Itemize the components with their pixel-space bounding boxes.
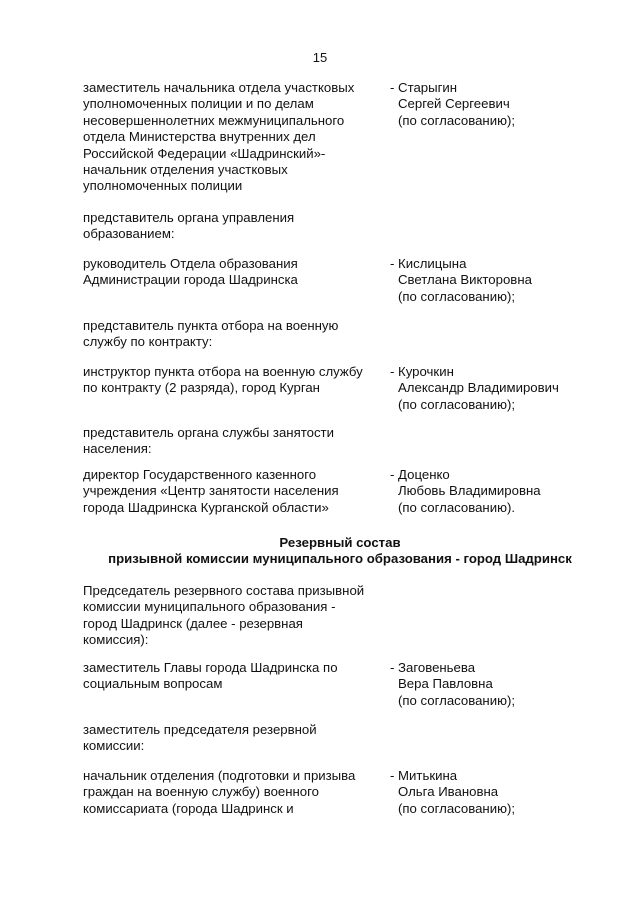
text-line: образованием: bbox=[83, 226, 175, 242]
page-number: 15 bbox=[312, 50, 328, 65]
text-line: несовершеннолетних межмуниципального bbox=[83, 112, 345, 128]
section-role bbox=[83, 768, 383, 817]
section-person bbox=[390, 364, 620, 413]
person-note: (по согласованию); bbox=[398, 288, 516, 304]
section-heading-text bbox=[83, 318, 383, 351]
section-role bbox=[83, 467, 383, 516]
text-line: службу по контракту: bbox=[83, 334, 213, 350]
reserve-heading bbox=[0, 535, 640, 568]
text-line: представитель органа управления bbox=[83, 210, 295, 225]
section-role bbox=[83, 660, 383, 693]
text-line: Председатель резервного состава призывной bbox=[83, 583, 365, 598]
person-name: Сергей Сергеевич bbox=[398, 96, 510, 112]
section-heading-text bbox=[83, 583, 383, 649]
person-surname: - Кислицына bbox=[390, 256, 467, 271]
text-line: представитель пункта отбора на военную bbox=[83, 318, 339, 333]
section-heading-text bbox=[83, 722, 383, 755]
person-note: (по согласованию); bbox=[398, 112, 516, 128]
text-line: начальник отделения (подготовки и призыва bbox=[83, 768, 356, 783]
person-surname: - Митькина bbox=[390, 768, 458, 783]
text-line: учреждения «Центр занятости населения bbox=[83, 483, 339, 499]
person-note: (по согласованию). bbox=[398, 499, 516, 515]
person-name: Вера Павловна bbox=[398, 676, 493, 692]
person-surname: - Доценко bbox=[390, 467, 450, 482]
text-line: заместитель председателя резервной bbox=[83, 722, 317, 737]
section-role bbox=[83, 364, 383, 397]
section-person bbox=[390, 768, 620, 817]
section-person bbox=[390, 256, 620, 305]
text-line: комиссия): bbox=[83, 632, 149, 648]
text-line: инструктор пункта отбора на военную службу bbox=[83, 364, 363, 379]
text-line: директор Государственного казенного bbox=[83, 467, 317, 482]
person-surname: - Заговеньева bbox=[390, 660, 476, 675]
section-heading-text bbox=[83, 425, 383, 458]
person-surname: - Курочкин bbox=[390, 364, 454, 379]
text-line: комиссии: bbox=[83, 738, 145, 754]
text-line: Администрации города Шадринска bbox=[83, 272, 298, 288]
person-name: Светлана Викторовна bbox=[398, 272, 532, 288]
text-line: комиссии муниципального образования - bbox=[83, 599, 336, 615]
reserve-heading-line2: призывной комиссии муниципального образования - город Шадринск bbox=[108, 551, 572, 567]
text-line: комиссариата (города Шадринск и bbox=[83, 800, 294, 816]
section-heading-text bbox=[83, 210, 383, 243]
text-line: города Шадринска Курганской области» bbox=[83, 499, 329, 515]
text-line: Российской Федерации «Шадринский»- bbox=[83, 145, 326, 161]
text-line: уполномоченных полиции и по делам bbox=[83, 96, 314, 112]
text-line: населения: bbox=[83, 441, 152, 457]
person-note: (по согласованию); bbox=[398, 800, 516, 816]
text-line: представитель органа службы занятости bbox=[83, 425, 334, 440]
person-name: Александр Владимирович bbox=[398, 380, 559, 396]
section-role bbox=[83, 256, 383, 289]
text-line: отдела Министерства внутренних дел bbox=[83, 129, 316, 145]
person-name: Любовь Владимировна bbox=[398, 483, 541, 499]
text-line: заместитель Главы города Шадринска по bbox=[83, 660, 338, 675]
person-note: (по согласованию); bbox=[398, 396, 516, 412]
section-person bbox=[390, 467, 620, 516]
text-line: руководитель Отдела образования bbox=[83, 256, 298, 271]
section-person bbox=[390, 80, 620, 129]
person-surname: - Старыгин bbox=[390, 80, 458, 95]
text-line: город Шадринск (далее - резервная bbox=[83, 615, 303, 631]
text-line: по контракту (2 разряда), город Курган bbox=[83, 380, 320, 396]
text-line: начальник отделения участковых bbox=[83, 162, 288, 178]
text-line: уполномоченных полиции bbox=[83, 178, 243, 194]
text-line: заместитель начальника отдела участковых bbox=[83, 80, 355, 95]
text-line: социальным вопросам bbox=[83, 676, 223, 692]
text-line: граждан на военную службу) военного bbox=[83, 784, 319, 800]
section-person bbox=[390, 660, 620, 709]
person-note: (по согласованию); bbox=[398, 692, 516, 708]
person-name: Ольга Ивановна bbox=[398, 784, 499, 800]
reserve-heading-line1: Резервный состав bbox=[279, 535, 401, 550]
section-role bbox=[83, 80, 383, 195]
